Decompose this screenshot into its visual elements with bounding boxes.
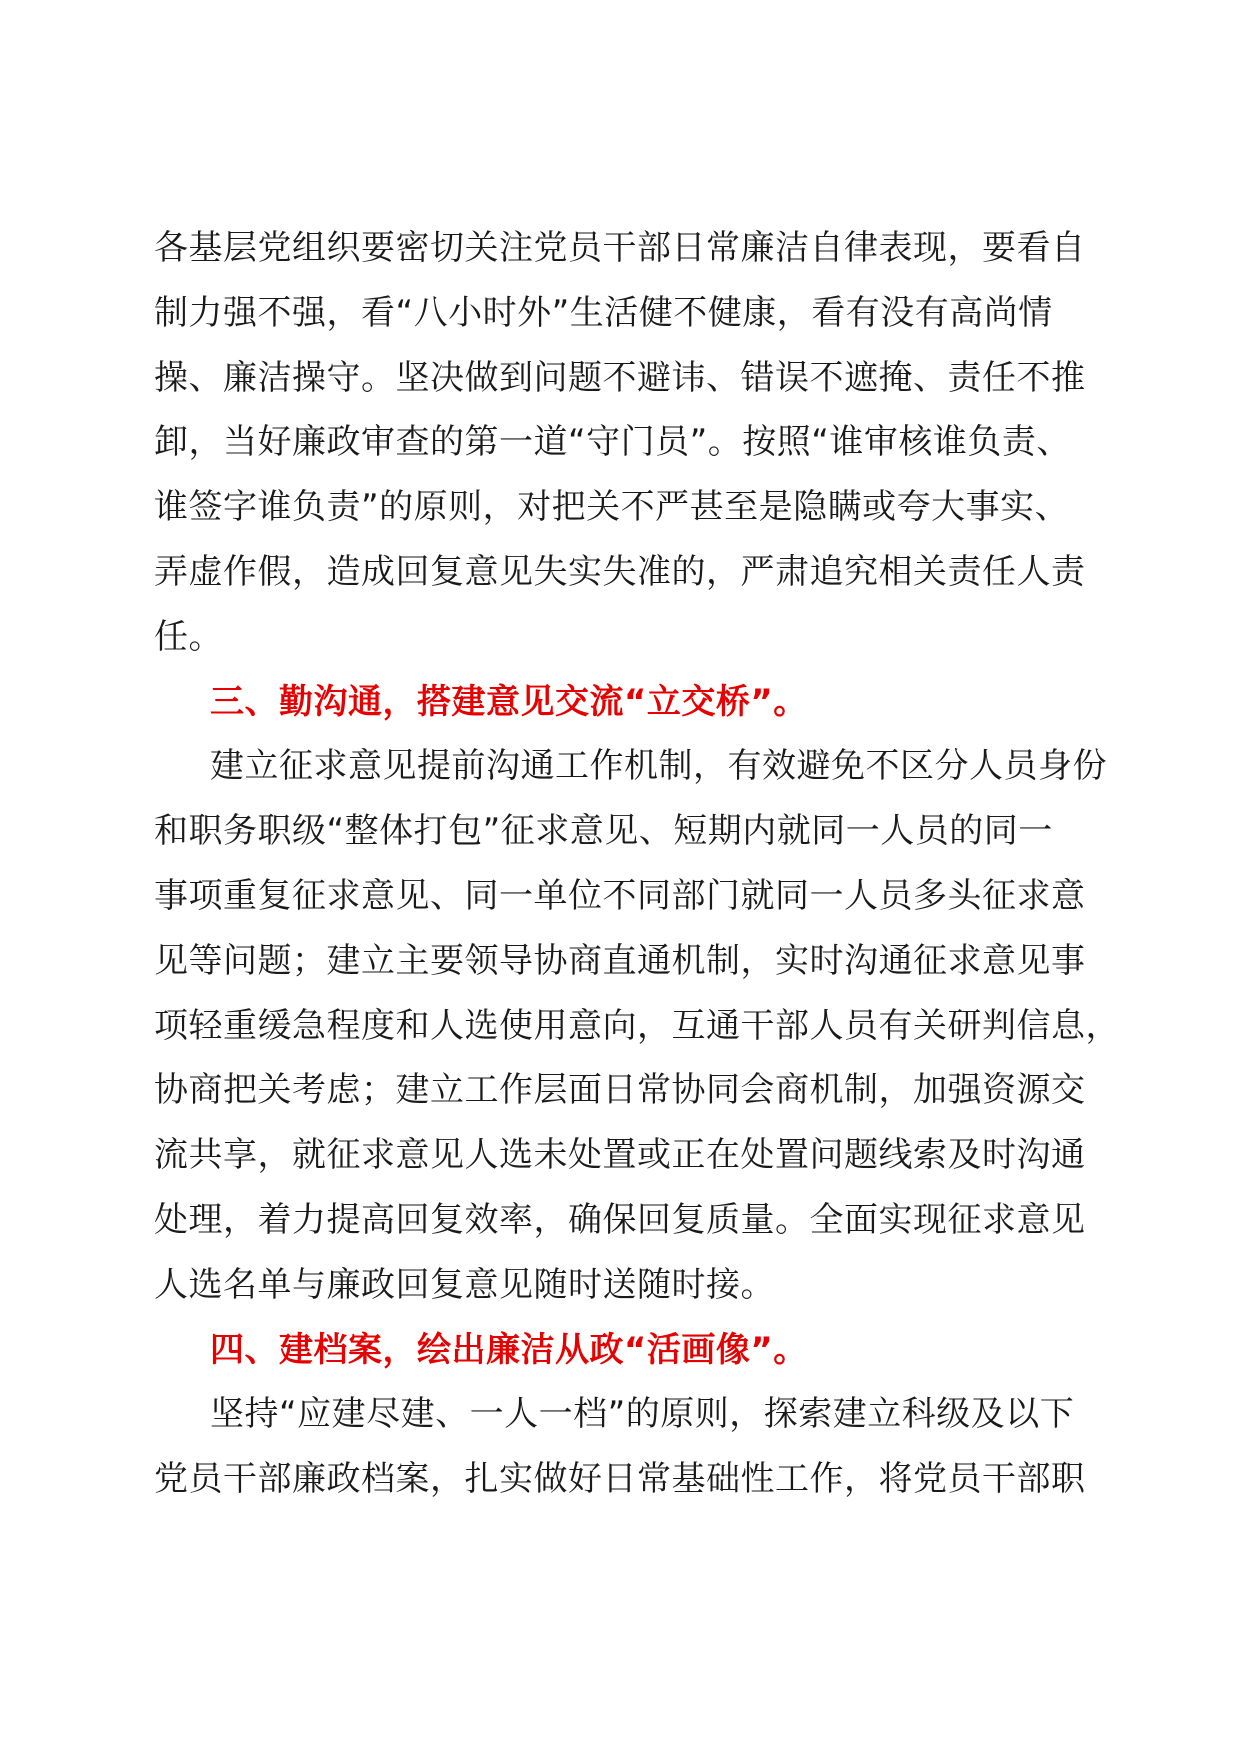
paragraph-3 xyxy=(154,1382,1114,1512)
paragraph-line: 制力强不强，看“八小时外”生活健不健康，看有没有高尚情 xyxy=(154,292,1053,333)
document-body xyxy=(154,216,1120,1512)
paragraph-line: 谁签字谁负责”的原则，对把关不严甚至是隐瞒或夸大事实、 xyxy=(154,487,1070,528)
paragraph-line: 坚持“应建尽建、一人一档”的原则，探索建立科级及以下 xyxy=(210,1394,1075,1435)
paragraph-line: 流共享，就征求意见人选未处置或正在处置问题线索及时沟通 xyxy=(154,1135,1086,1176)
paragraph-line: 事项重复征求意见、同一单位不同部门就同一人员多头征求意 xyxy=(154,875,1086,916)
paragraph-line: 处理，着力提高回复效率，确保回复质量。全面实现征求意见 xyxy=(154,1199,1086,1240)
paragraph-line: 协商把关考虑；建立工作层面日常协同会商机制，加强资源交 xyxy=(154,1070,1086,1111)
paragraph-line: 弄虚作假，造成回复意见失实失准的，严肃追究相关责任人责 xyxy=(154,551,1086,592)
paragraph-1 xyxy=(154,216,1114,670)
paragraph-line: 和职务职级“整体打包”征求意见、短期内就同一人员的同一 xyxy=(154,811,1053,852)
paragraph-line: 操、廉洁操守。坚决做到问题不避讳、错误不遮掩、责任不推 xyxy=(154,357,1086,398)
paragraph-line: 各基层党组织要密切关注党员干部日常廉洁自律表现，要看自 xyxy=(154,228,1086,268)
paragraph-line: 人选名单与廉政回复意见随时送随时接。 xyxy=(154,1264,775,1305)
paragraph-2 xyxy=(154,734,1120,1317)
paragraph-line: 建立征求意见提前沟通工作机制，有效避免不区分人员身份 xyxy=(210,746,1107,787)
paragraph-line: 任。 xyxy=(154,616,223,657)
paragraph-line: 党员干部廉政档案，扎实做好日常基础性工作，将党员干部职 xyxy=(154,1459,1086,1500)
section-heading-3: 三、勤沟通，搭建意见交流“立交桥”。 xyxy=(210,681,808,722)
paragraph-line: 项轻重缓急程度和人选使用意向，互通干部人员有关研判信息， xyxy=(154,1005,1120,1046)
paragraph-line: 见等问题；建立主要领导协商直通机制，实时沟通征求意见事 xyxy=(154,940,1086,981)
section-heading-4: 四、建档案，绘出廉洁从政“活画像”。 xyxy=(210,1329,808,1370)
paragraph-line: 卸，当好廉政审查的第一道“守门员”。按照“谁审核谁负责、 xyxy=(154,422,1071,463)
